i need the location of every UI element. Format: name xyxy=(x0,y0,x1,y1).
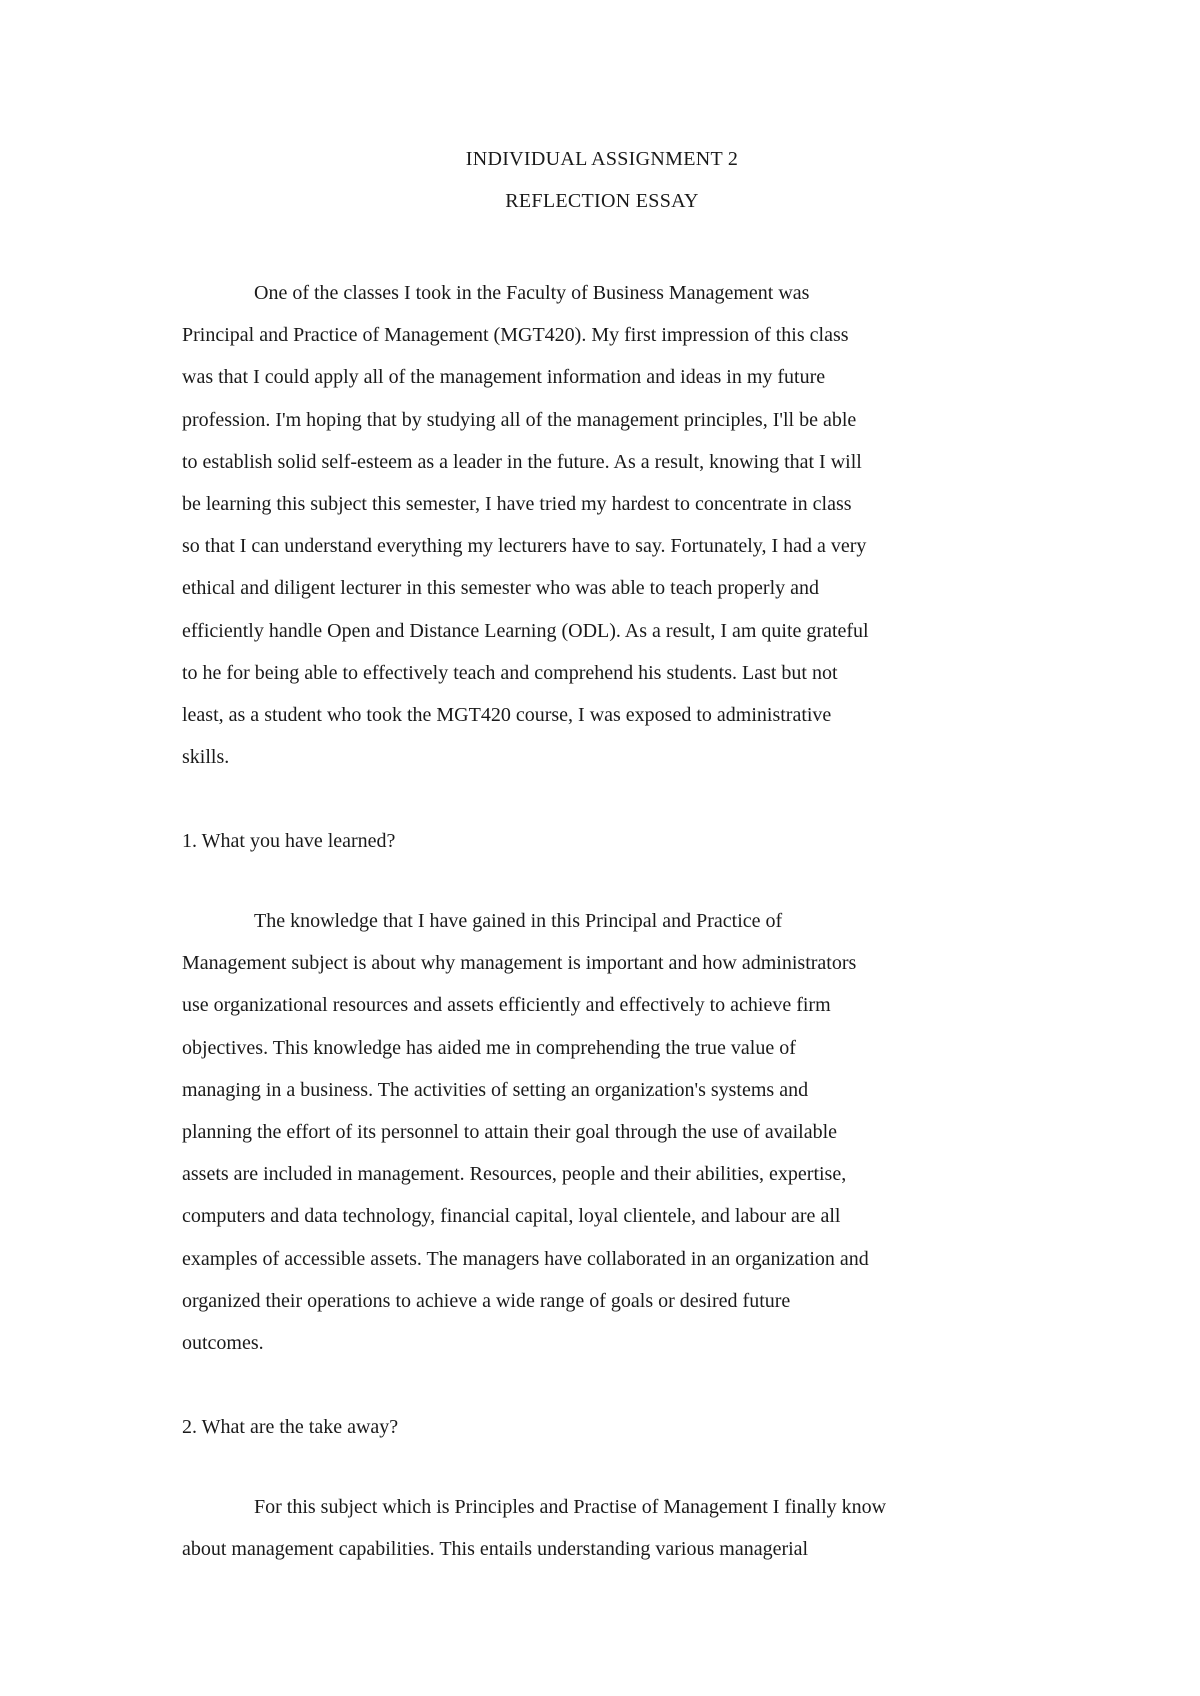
paragraph-line: objectives. This knowledge has aided me in comprehending the true value of xyxy=(182,1036,796,1059)
paragraph-line: assets are included in management. Resources, people and their abilities, expertise, xyxy=(182,1163,847,1186)
paragraph-line: profession. I'm hoping that by studying all of the management principles, I'll be able xyxy=(182,408,857,431)
section-heading-1 xyxy=(182,820,1022,862)
paragraph-line: least, as a student who took the MGT420 course, I was exposed to administrative xyxy=(182,704,832,727)
paragraph-line: For this subject which is Principles and Practise of Management I finally know xyxy=(254,1496,887,1518)
paragraph-line: efficiently handle Open and Distance Learning (ODL). As a result, I am quite grateful xyxy=(182,619,869,642)
paragraph-line: to establish solid self-esteem as a leader in the future. As a result, knowing that I will xyxy=(182,450,862,473)
paragraph-line: managing in a business. The activities of setting an organization's systems and xyxy=(182,1078,809,1101)
document-title: INDIVIDUAL ASSIGNMENT 2 xyxy=(465,148,739,170)
paragraph-line: so that I can understand everything my lecturers have to say. Fortunately, I had a very xyxy=(182,535,867,558)
paragraph-line: computers and data technology, financial capital, loyal clientele, and labour are all xyxy=(182,1205,841,1228)
paragraph-line: ethical and diligent lecturer in this semester who was able to teach properly and xyxy=(182,577,820,600)
paragraph-line: be learning this subject this semester, I have tried my hardest to concentrate in class xyxy=(182,493,852,516)
document-subtitle: REFLECTION ESSAY xyxy=(505,190,699,212)
paragraph-line: planning the effort of its personnel to attain their goal through the use of available xyxy=(182,1121,837,1144)
answer-1-paragraph xyxy=(182,900,1022,1364)
paragraph-line: organized their operations to achieve a wide range of goals or desired future xyxy=(182,1289,791,1312)
question-1-heading: 1. What you have learned? xyxy=(182,830,396,852)
question-2-heading: 2. What are the take away? xyxy=(182,1416,399,1438)
paragraph-line: was that I could apply all of the management information and ideas in my future xyxy=(182,366,826,389)
paragraph-line: Management subject is about why management is important and how administrators xyxy=(182,952,857,975)
paragraph-line: One of the classes I took in the Faculty of Business Management was xyxy=(254,282,810,304)
paragraph-line: Principal and Practice of Management (MGT420). My first impression of this class xyxy=(182,324,849,347)
section-heading-2 xyxy=(182,1406,1022,1448)
paragraph-line: outcomes. xyxy=(182,1332,264,1355)
paragraph-line: about management capabilities. This entails understanding various managerial xyxy=(182,1538,809,1561)
paragraph-line: examples of accessible assets. The managers have collaborated in an organization and xyxy=(182,1247,869,1270)
intro-paragraph xyxy=(182,272,1022,778)
answer-2-paragraph xyxy=(182,1486,1022,1570)
paragraph-line: to he for being able to effectively teach and comprehend his students. Last but not xyxy=(182,661,838,684)
paragraph-line: skills. xyxy=(182,746,230,769)
paragraph-line: use organizational resources and assets efficiently and effectively to achieve firm xyxy=(182,994,831,1017)
paragraph-line: The knowledge that I have gained in this Principal and Practice of xyxy=(254,910,783,932)
